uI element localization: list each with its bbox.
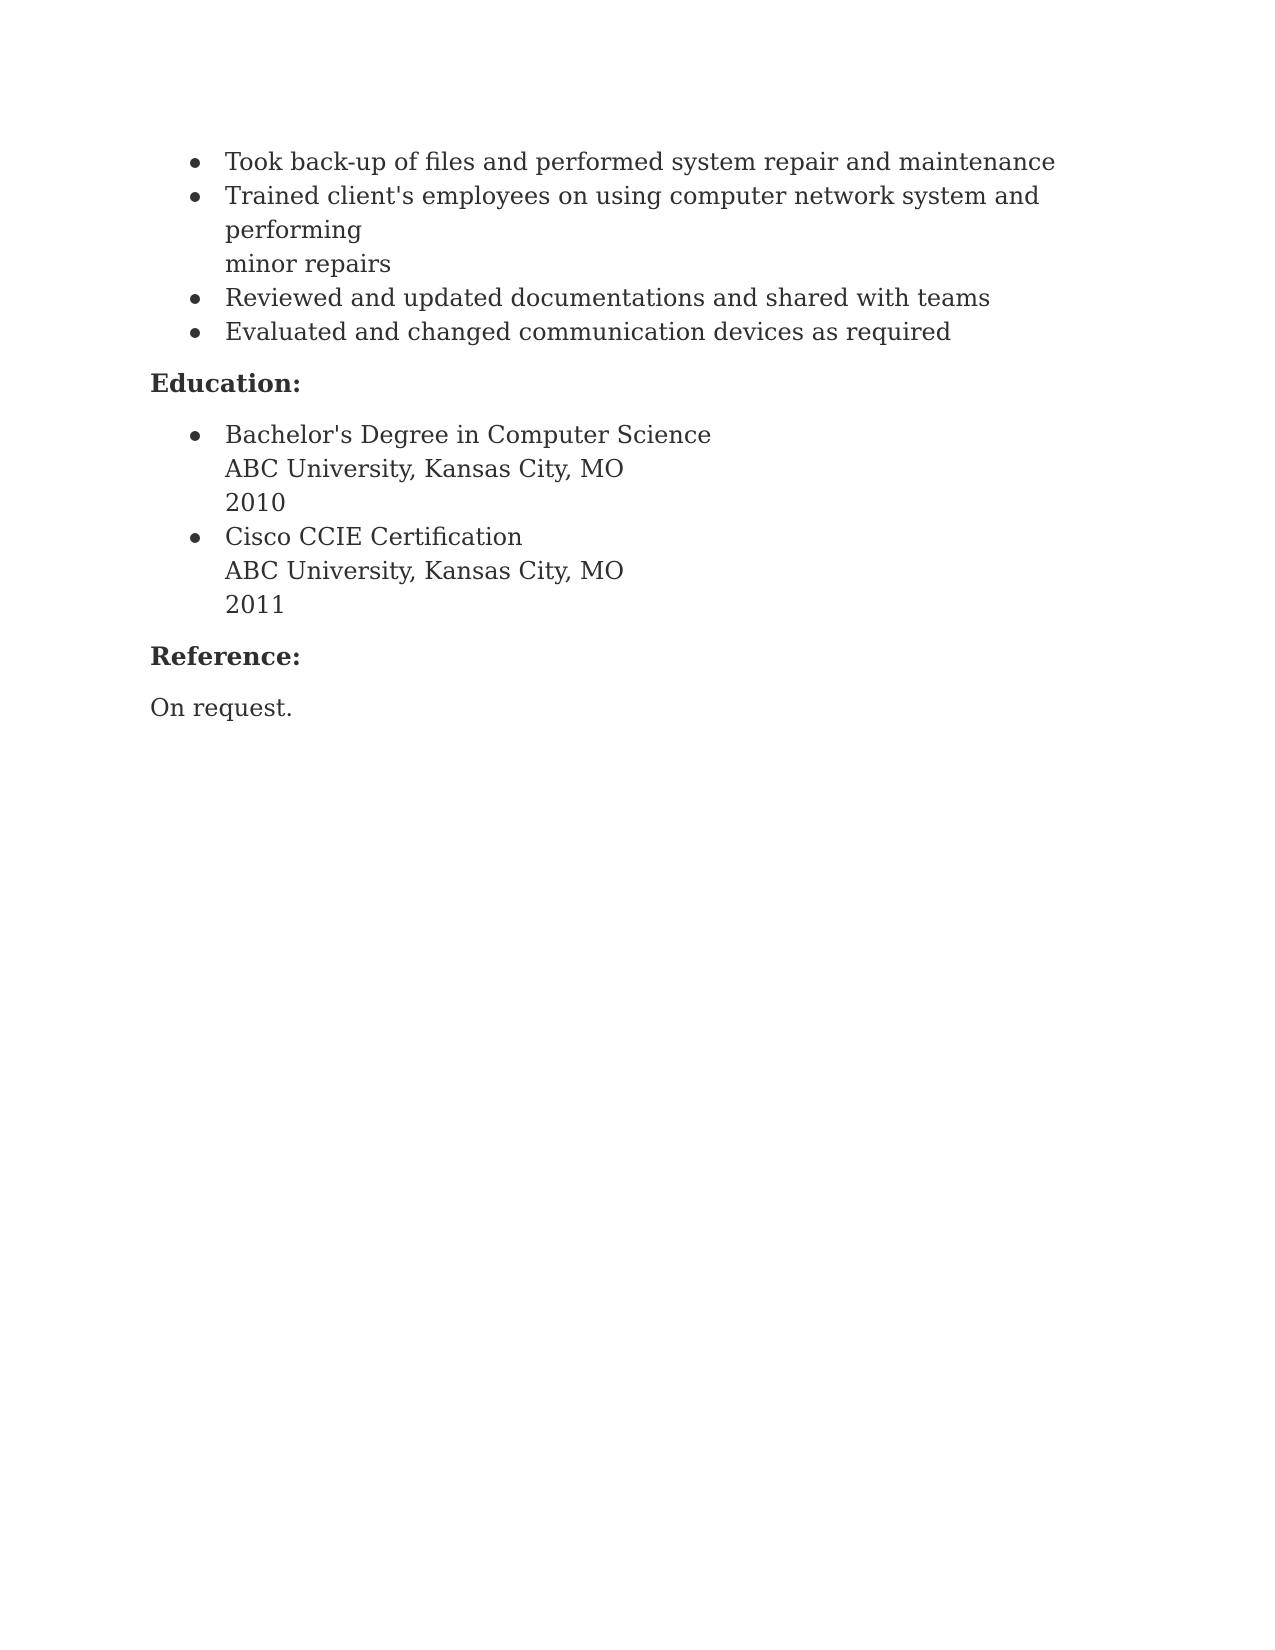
list-item [150, 281, 1110, 315]
education-list [150, 418, 1110, 622]
bullet-icon [190, 294, 200, 304]
degree-title: Bachelor's Degree in Computer Science [225, 421, 712, 449]
list-item [150, 418, 1110, 520]
bullet-icon [190, 431, 200, 441]
list-item [150, 179, 1110, 281]
reference-heading: Reference: [150, 642, 301, 671]
list-item [150, 315, 1110, 349]
experience-list [150, 145, 1110, 349]
degree-title: Cisco CCIE Certification [225, 523, 523, 551]
list-item [150, 520, 1110, 622]
list-item-text: Trained client's employees on using computer network system and performing [225, 182, 1040, 244]
reference-text: On request. [150, 694, 294, 722]
institution: ABC University, Kansas City, MO [225, 455, 625, 483]
list-item [150, 145, 1110, 179]
institution: ABC University, Kansas City, MO [225, 557, 625, 585]
bullet-icon [190, 192, 200, 202]
education-heading: Education: [150, 369, 302, 398]
document-page [150, 145, 1110, 725]
list-item-text-continued: minor repairs [225, 250, 392, 278]
list-item-text: Evaluated and changed communication devices as required [225, 318, 952, 346]
year: 2010 [225, 489, 287, 517]
bullet-icon [190, 158, 200, 168]
bullet-icon [190, 328, 200, 338]
year: 2011 [225, 591, 287, 619]
bullet-icon [190, 533, 200, 543]
list-item-text: Reviewed and updated documentations and shared with teams [225, 284, 991, 312]
list-item-text: Took back-up of files and performed system repair and maintenance [225, 148, 1056, 176]
